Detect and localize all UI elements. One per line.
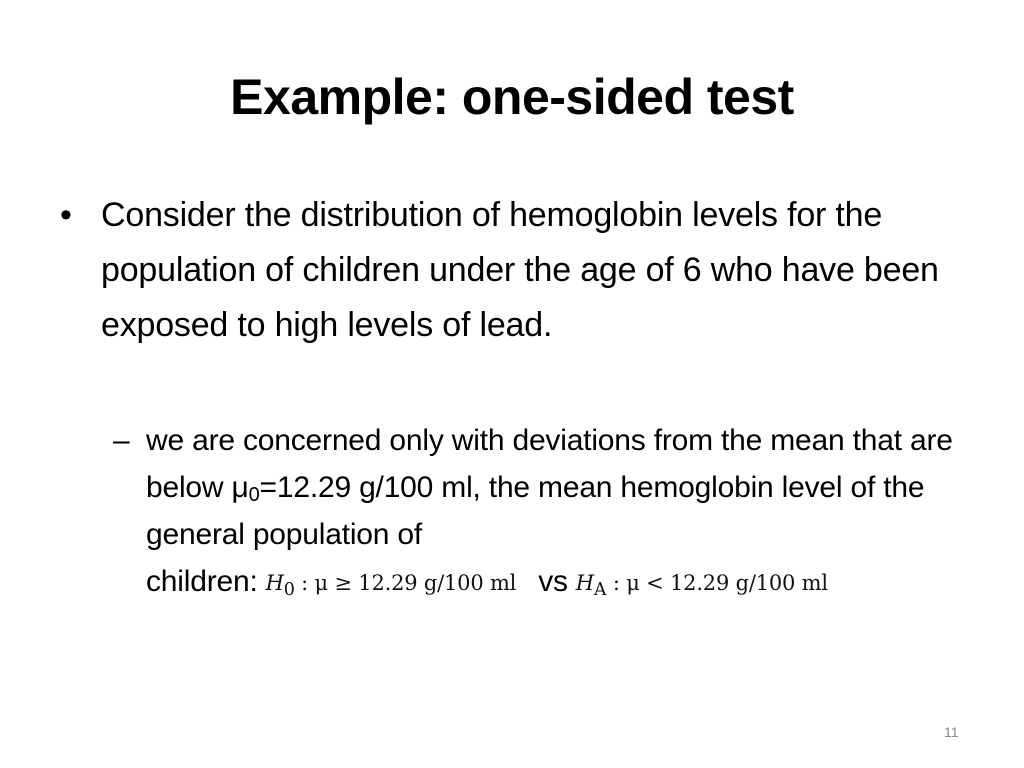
- page-number: 11: [944, 724, 959, 740]
- ha-subscript: A: [593, 580, 607, 601]
- h0-subscript: 0: [283, 580, 295, 601]
- sub-bullet-text: [146, 417, 973, 615]
- null-hypothesis-formula: [265, 571, 517, 601]
- vs-label: vs: [538, 565, 568, 598]
- slide-title: Example: one-sided test: [230, 69, 794, 125]
- ha-relation: : μ < 12.29 g/100 ml: [612, 571, 828, 595]
- sub-bullet-marker: –: [113, 424, 130, 457]
- sub-bullet-text-part1: we are concerned only with deviations from the mean that are below μ: [146, 424, 953, 504]
- mu-subscript: 0: [248, 484, 260, 506]
- h0-symbol: H: [265, 571, 284, 595]
- bullet-level-1: [60, 188, 975, 353]
- h0-relation: : μ ≥ 12.29 g/100 ml: [301, 571, 517, 595]
- bullet-level-2: [113, 417, 973, 615]
- alternative-hypothesis-formula: [575, 571, 828, 601]
- ha-symbol: H: [575, 571, 594, 595]
- bullet-text: Consider the distribution of hemoglobin levels for the population of children under the age of 6 who have been exposed to high levels of lead.: [101, 196, 939, 344]
- bullet-marker: •: [60, 196, 72, 234]
- sub-bullet-text-part2: =12.29 g/100 ml, the mean hemoglobin level of the general population of children:: [146, 471, 925, 598]
